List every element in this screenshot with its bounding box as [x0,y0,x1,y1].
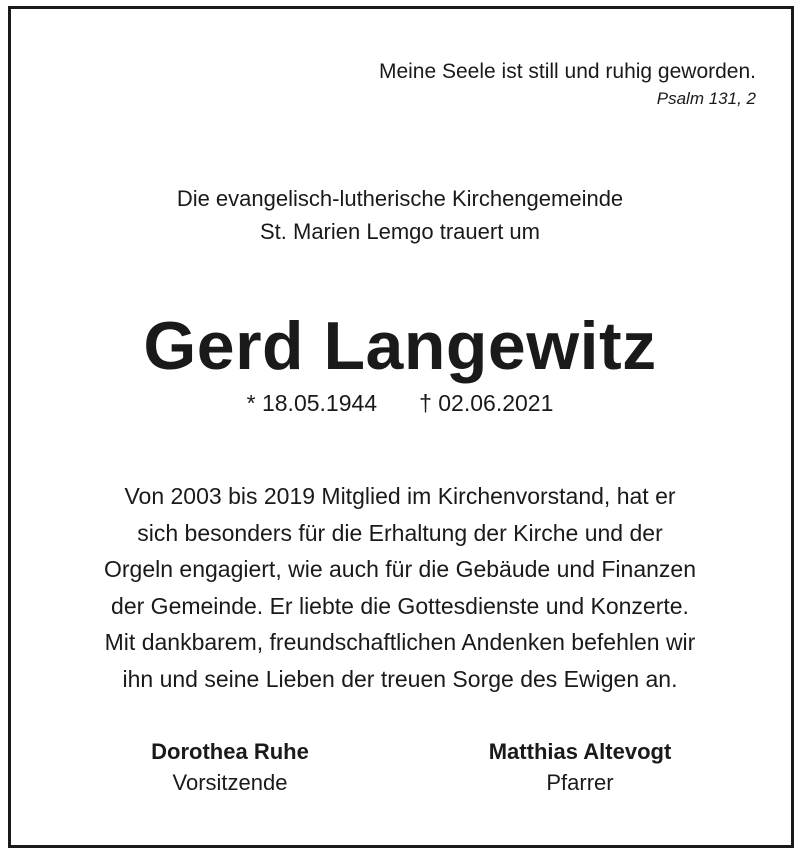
signer-chair [80,736,380,798]
tribute-line: sich besonders für die Erhaltung der Kirche und der [137,519,663,546]
bible-verse [379,58,756,110]
verse-text: Meine Seele ist still und ruhig geworden. [378,60,756,83]
deceased-name: Gerd Langewitz [143,308,657,384]
tribute-text [0,478,800,697]
life-dates [0,388,800,418]
tribute-line: Von 2003 bis 2019 Mitglied im Kirchenvorstand, hat er [124,483,676,509]
signer-role: Vorsitzende [172,770,288,795]
tribute-line: der Gemeinde. Er liebte die Gottesdienste und Konzerte. [111,592,689,619]
intro-line: St. Marien Lemgo trauert um [259,219,540,244]
signer-name: Dorothea Ruhe [151,739,309,764]
intro-line: Die evangelisch-lutherische Kirchengemeinde [176,186,624,211]
signer-name: Matthias Altevogt [488,739,672,764]
notice-border [8,6,794,848]
death-date: † 02.06.2021 [419,390,554,416]
tribute-line: Orgeln engagiert, wie auch für die Gebäude und Finanzen [103,556,696,582]
tribute-line: ihn und seine Lieben der treuen Sorge des Ewigen an. [122,665,678,692]
signer-role: Pfarrer [546,770,614,795]
verse-source: Psalm 131, 2 [656,89,756,108]
signer-pastor [430,736,730,798]
tribute-line: Mit dankbarem, freundschaftlichen Andenken befehlen wir [104,629,696,655]
intro-text [0,182,800,248]
birth-date: * 18.05.1944 [246,390,378,416]
